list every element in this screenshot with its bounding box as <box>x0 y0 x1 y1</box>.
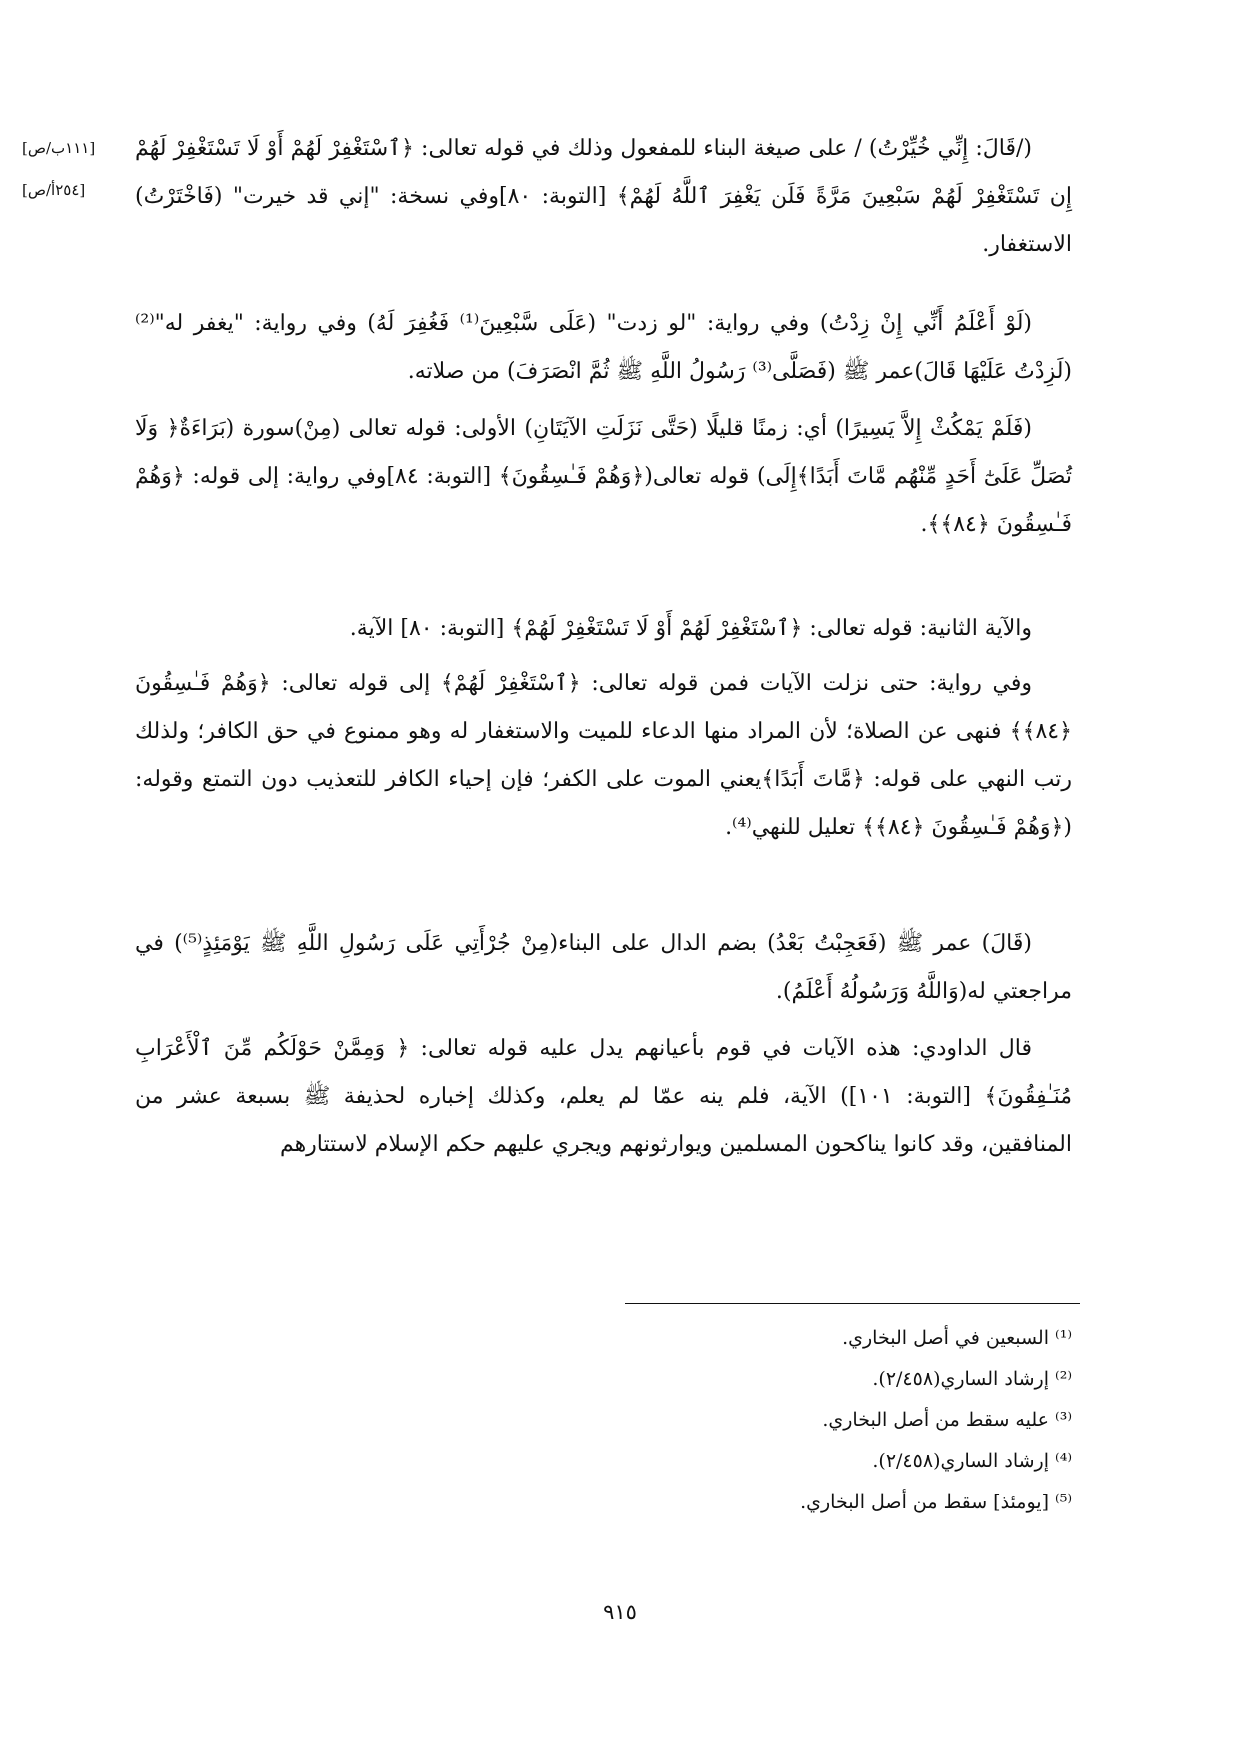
main-text-block-3 <box>135 405 1072 549</box>
main-text-block-4 <box>135 605 1072 653</box>
page-number: ٩١٥ <box>603 1600 637 1624</box>
footnote-2: ⁽²⁾ إرشاد الساري(٢/٤٥٨). <box>872 1368 1072 1390</box>
paragraph-2: (لَوْ أَعْلَمُ أَنِّي إِنْ زِدْتُ) وفي رواية: "لو زدت" (عَلَى سَّبْعِينَ⁽¹⁾ فَغُفِرَ لَهُ) وفي رواية: "يغفر له"⁽²⁾(لَزِدْتُ عَلَيْهَا قَالَ)عمر ﷺ (فَصَلَّى⁽³⁾ رَسُولُ اللَّهِ ﷺ ثُمَّ انْصَرَفَ) من صلاته. <box>135 311 1072 384</box>
footnote-separator <box>625 1303 1080 1304</box>
paragraph-4: والآية الثانية: قوله تعالى: ﴿ٱسْتَغْفِرْ لَهُمْ أَوْ لَا تَسْتَغْفِرْ لَهُمْ﴾ [التوبة: ٨٠] الآية. <box>349 616 1032 641</box>
footnote-1: ⁽¹⁾ السبعين في أصل البخاري. <box>842 1327 1072 1349</box>
paragraph-7: قال الداودي: هذه الآيات في قوم بأعيانهم يدل عليه قوله تعالى: ﴿ وَمِمَّنْ حَوْلَكُم مِّنَ ٱلْأَعْرَابِ مُنَـٰفِقُونَ﴾ [التوبة: ١٠١]) الآية، فلم ينه عمّا لم يعلم، وكذلك إخباره لحذيفة ﷺ بسبعة عشر من المنافقين، وقد كانوا يناكحون المسلمين ويوارثونهم ويجري عليهم حكم الإسلام لاستتارهم <box>135 1036 1073 1157</box>
footnote-3: ⁽³⁾ عليه سقط من أصل البخاري. <box>822 1409 1072 1431</box>
paragraph-3: (فَلَمْ يَمْكُثْ إِلاَّ يَسِيرًا) أي: زمنًا قليلًا (حَتَّى نَزَلَتِ الآيَتَانِ) الأولى: قوله تعالى (مِنْ)سورة (بَرَاءَةٌ﴿ وَلَا تُصَلِّ عَلَىٰٓ أَحَدٍ مِّنْهُم مَّاتَ أَبَدًا﴾إِلَى) قوله تعالى(﴿وَهُمْ فَـٰسِقُونَ﴾ [التوبة: ٨٤]وفي رواية: إلى قوله: ﴿وَهُمْ فَـٰسِقُونَ ﴿٨٤﴾﴾. <box>135 416 1072 537</box>
main-text-block-6 <box>135 920 1072 1016</box>
paragraph-5: وفي رواية: حتى نزلت الآيات فمن قوله تعالى: ﴿ٱسْتَغْفِرْ لَهُمْ﴾ إلى قوله تعالى: ﴿وَهُمْ فَـٰسِقُونَ ﴿٨٤﴾﴾ فنهى عن الصلاة؛ لأن المراد منها الدعاء للميت والاستغفار له وهو ممنوع في حق الكافر؛ ولذلك رتب النهي على قوله: ﴿مَّاتَ أَبَدًا﴾يعني الموت على الكفر؛ فإن إحياء الكافر للتعذيب دون التمتع وقوله: (﴿وَهُمْ فَـٰسِقُونَ ﴿٨٤﴾﴾ تعليل للنهي⁽⁴⁾. <box>135 671 1072 840</box>
main-text-block-7 <box>135 1025 1072 1169</box>
margin-note-1: [١١١ب/ص] <box>22 139 96 157</box>
main-text-block-2 <box>135 300 1072 396</box>
footnotes <box>300 1318 1072 1523</box>
main-text-block-1 <box>135 125 1072 269</box>
main-text-block-5 <box>135 660 1072 852</box>
footnote-5: ⁽⁵⁾ [يومئذ] سقط من أصل البخاري. <box>800 1491 1072 1513</box>
paragraph-6: (قَالَ) عمر ﷺ (فَعَجِبْتُ بَعْدُ) بضم الدال على البناء(مِنْ جُرْأَتِي عَلَى رَسُولِ اللَّهِ ﷺ يَوْمَئِذٍ⁽⁵⁾) في مراجعتي له(وَاللَّهُ وَرَسُولُهُ أَعْلَمُ). <box>135 931 1072 1004</box>
paragraph-1: (/قَالَ: إِنِّي خُيِّرْتُ) / على صيغة البناء للمفعول وذلك في قوله تعالى: ﴿ٱسْتَغْفِرْ لَهُمْ أَوْ لَا تَسْتَغْفِرْ لَهُمْ إِن تَسْتَغْفِرْ لَهُمْ سَبْعِينَ مَرَّةً فَلَن يَغْفِرَ ٱللَّهُ لَهُمْ﴾ [التوبة: ٨٠]وفي نسخة: "إني قد خيرت" (فَاخْتَرْتُ) الاستغفار. <box>135 136 1073 257</box>
margin-note-2: [٢٥٤أ/ص] <box>22 181 86 199</box>
footnote-4: ⁽⁴⁾ إرشاد الساري(٢/٤٥٨). <box>872 1450 1072 1472</box>
